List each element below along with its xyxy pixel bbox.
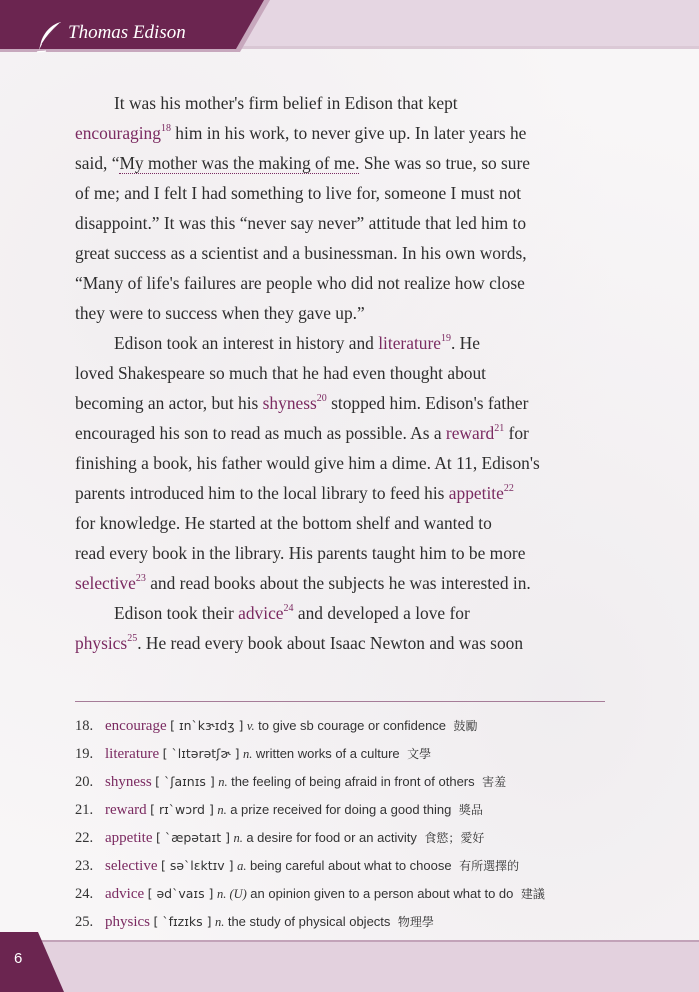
main-text — [75, 88, 605, 658]
paragraph — [75, 88, 605, 328]
vocab-word: shyness — [262, 393, 317, 413]
vocab-word: literature — [378, 333, 441, 353]
text-span: becoming an actor, but his — [75, 393, 263, 413]
text-line — [75, 118, 605, 148]
page-number: 6 — [14, 950, 23, 967]
entry-word: encourage — [105, 718, 167, 734]
text-span: said, “ — [75, 153, 120, 173]
glossary-entry — [75, 880, 635, 908]
entry-part-of-speech: n. — [233, 831, 243, 845]
footnote-number: 24 — [283, 603, 294, 614]
text-span: and developed a love for — [293, 603, 470, 623]
text-line — [75, 598, 605, 628]
entry-number: 21. — [75, 802, 94, 818]
entry-word: shyness — [105, 774, 152, 790]
text-line — [75, 448, 605, 478]
entry-part-of-speech: v. — [246, 719, 255, 733]
entry-number: 23. — [75, 858, 94, 874]
entry-pronunciation: [ ˋæpətaɪt ] — [155, 830, 230, 845]
glossary-entry — [75, 908, 635, 936]
vocab-word: encouraging — [75, 123, 161, 143]
vocab-word: selective — [75, 573, 136, 593]
entry-pronunciation: [ ˋlɪtərətʃɚ ] — [162, 746, 240, 761]
vocab-word: reward — [445, 423, 495, 443]
highlighted-quote: My mother was the making of me. — [119, 153, 360, 173]
footnote-number: 19 — [440, 333, 451, 344]
entry-number: 25. — [75, 914, 94, 930]
footnote-number: 25 — [127, 633, 138, 644]
footnote-number: 18 — [160, 123, 171, 134]
entry-pronunciation: [ rɪˋwɔrd ] — [150, 802, 214, 817]
text-line — [75, 148, 605, 178]
text-line — [75, 358, 605, 388]
glossary-entry — [75, 824, 635, 852]
entry-part-of-speech: n. — [217, 803, 227, 817]
entry-word: advice — [105, 886, 145, 902]
entry-part-of-speech: a. — [237, 859, 247, 873]
text-span: parents introduced him to the local library to feed his — [75, 483, 449, 503]
text-span: of me; and I felt I had something to live for, someone I must not — [75, 183, 522, 203]
text-line — [75, 238, 605, 268]
entry-definition: a prize received for doing a good thing — [230, 802, 452, 817]
entry-word: appetite — [105, 830, 153, 846]
entry-definition: being careful about what to choose — [249, 858, 452, 873]
footnote-number: 22 — [503, 483, 514, 494]
entry-number: 19. — [75, 746, 94, 762]
glossary-entry — [75, 768, 635, 796]
text-line — [75, 538, 605, 568]
entry-pronunciation: [ ədˋvaɪs ] — [147, 886, 214, 901]
entry-translation: 鼓勵 — [453, 719, 478, 733]
text-span: read every book in the library. His parents taught him to be more — [75, 543, 526, 563]
entry-definition: written works of a culture — [255, 746, 400, 761]
entry-number: 24. — [75, 886, 94, 902]
entry-translation: 食慾；愛好 — [424, 831, 485, 845]
text-span: stopped him. Edison's father — [326, 393, 529, 413]
entry-definition: the study of physical objects — [227, 914, 391, 929]
entry-word: literature — [105, 746, 160, 762]
glossary-entry — [75, 796, 635, 824]
text-span: “Many of life's failures are people who did not realize how close — [75, 273, 525, 293]
footnote-number: 20 — [316, 393, 327, 404]
entry-definition: a desire for food or an activity — [246, 830, 417, 845]
text-span: loved Shakespeare so much that he had even thought about — [75, 363, 486, 383]
entry-number: 18. — [75, 718, 94, 734]
vocabulary-glossary — [75, 712, 635, 936]
text-span: finishing a book, his father would give him a dime. At 11, Edison's — [75, 453, 540, 473]
entry-number: 20. — [75, 774, 94, 790]
text-span: Edison took an interest in history and — [114, 333, 379, 353]
vocab-word: advice — [238, 603, 284, 623]
text-line — [75, 178, 605, 208]
entry-pronunciation: [ ɪnˋkɝɪdʒ ] — [170, 718, 244, 733]
glossary-divider — [75, 701, 605, 702]
entry-pronunciation: [ səˋlɛktɪv ] — [160, 858, 234, 873]
footnote-number: 23 — [135, 573, 146, 584]
glossary-entry — [75, 852, 635, 880]
text-span: It was his mother's firm belief in Edison that kept — [114, 93, 458, 113]
entry-pronunciation: [ ˋfɪzɪks ] — [153, 914, 212, 929]
text-line — [75, 388, 605, 418]
entry-part-of-speech: n. (U) — [216, 887, 247, 901]
entry-translation: 害羞 — [482, 775, 507, 789]
footer-band — [0, 942, 699, 992]
chapter-title: Thomas Edison — [68, 22, 186, 43]
text-span: they were to success when they gave up.” — [75, 303, 365, 323]
footnote-number: 21 — [494, 423, 505, 434]
text-line — [75, 298, 605, 328]
text-line — [75, 418, 605, 448]
entry-word: physics — [105, 914, 150, 930]
entry-part-of-speech: n. — [214, 915, 225, 929]
glossary-entry — [75, 712, 635, 740]
text-span: disappoint.” It was this “never say never” attitude that led him to — [75, 213, 527, 233]
text-line — [75, 508, 605, 538]
vocab-word: physics — [75, 633, 128, 653]
entry-translation: 物理學 — [397, 915, 434, 929]
text-line — [75, 268, 605, 298]
text-span: . He read every book about Isaac Newton and was soon — [137, 633, 524, 653]
entry-word: selective — [105, 858, 158, 874]
entry-word: reward — [105, 802, 147, 818]
paragraph — [75, 328, 605, 598]
text-span: encouraged his son to read as much as possible. As a — [75, 423, 446, 443]
vocab-word: appetite — [448, 483, 504, 503]
quill-icon — [34, 20, 64, 54]
entry-definition: an opinion given to a person about what to do — [250, 886, 514, 901]
text-line — [75, 208, 605, 238]
text-span: She was so true, so sure — [359, 153, 530, 173]
text-span: . He — [450, 333, 480, 353]
paragraph — [75, 598, 605, 658]
text-span: and read books about the subjects he was interested in. — [145, 573, 531, 593]
entry-part-of-speech: n. — [218, 775, 228, 789]
entry-translation: 文學 — [407, 747, 432, 761]
glossary-entry — [75, 740, 635, 768]
text-span: Edison took their — [114, 603, 239, 623]
entry-translation: 有所選擇的 — [459, 859, 520, 873]
text-line — [75, 328, 605, 358]
entry-pronunciation: [ ˋʃaɪnɪs ] — [155, 774, 215, 789]
text-span: him in his work, to never give up. In later years he — [170, 123, 527, 143]
text-line — [75, 628, 605, 658]
text-line — [75, 478, 605, 508]
text-span: for — [504, 423, 529, 443]
text-line — [75, 568, 605, 598]
entry-translation: 建議 — [520, 887, 545, 901]
text-line — [75, 88, 605, 118]
entry-definition: to give sb courage or confidence — [258, 718, 447, 733]
entry-part-of-speech: n. — [242, 747, 253, 761]
entry-number: 22. — [75, 830, 94, 846]
entry-translation: 獎品 — [458, 803, 483, 817]
text-span: for knowledge. He started at the bottom shelf and wanted to — [75, 513, 492, 533]
entry-definition: the feeling of being afraid in front of others — [231, 774, 475, 789]
text-span: great success as a scientist and a businessman. In his own words, — [75, 243, 527, 263]
